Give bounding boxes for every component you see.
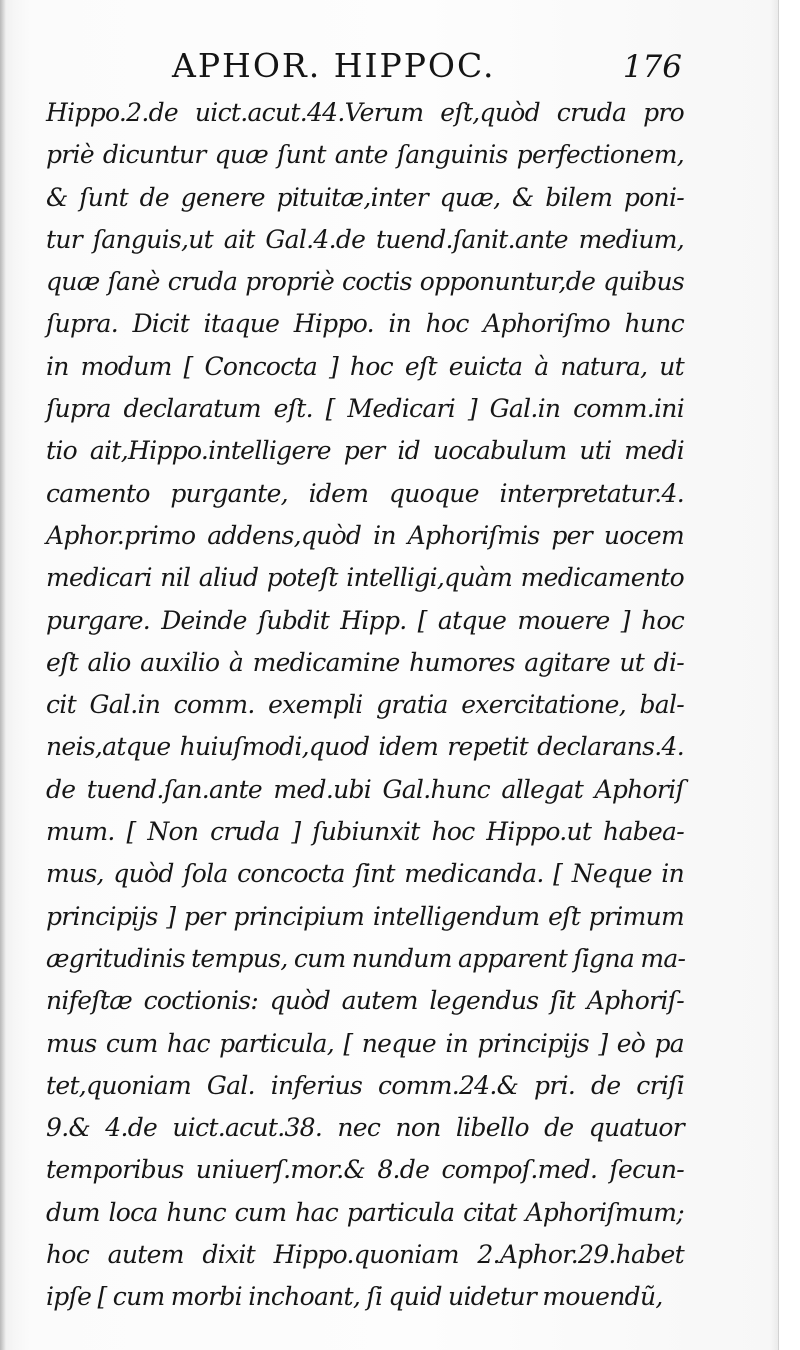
text-line: purgare. Deinde ſubdit Hipp. [ atque mouere ] hoc [46,605,684,635]
text-line: ſupra. Dicit itaque Hippo. in hoc Aphoriſmo hunc [46,309,684,339]
text-line: mus, quòd ſola concocta ſint medicanda. [ Neque in [46,859,684,889]
text-line: mum. [ Non cruda ] ſubiunxit hoc Hippo.ut habea- [46,817,684,847]
text-line: mus cum hac particula, [ neque in principijs ] eò pa [46,1028,684,1058]
text-line: temporibus uniuerſ.mor.& 8.de compoſ.med. ſecun- [46,1155,684,1185]
text-line: medicari nil aliud poteſt intelligi,quàm medicamento [46,563,684,593]
body-text [46,92,684,1319]
text-line: eſt alio auxilio à medicamine humores agitare ut di- [46,647,684,677]
text-line: & ſunt de genere pituitæ,inter quæ, & bilem poni- [46,182,684,212]
text-line: tio ait,Hippo.intelligere per id uocabulum uti medi [46,436,684,466]
text-line: priè dicuntur quæ ſunt ante ſanguinis perfectionem, [46,140,684,170]
running-head-title: APHOR. HIPPOC. [172,46,496,85]
text-line: de tuend.ſan.ante med.ubi Gal.hunc allegat Aphoriſ [46,774,684,804]
text-line: Aphor.primo addens,quòd in Aphoriſmis per uocem [46,520,684,550]
text-line: hoc autem dixit Hippo.quoniam 2.Aphor.29.habet [46,1240,684,1270]
text-line: neis,atque huiuſmodi,quod idem repetit declarans.4. [46,732,684,762]
text-line: principijs ] per principium intelligendum eſt primum [46,901,684,931]
running-head [172,44,682,88]
text-line: ſupra declaratum eſt. [ Medicari ] Gal.in comm.ini [46,394,684,424]
text-line: camento purgante, idem quoque interpretatur.4. [46,478,684,508]
text-line: in modum [ Concocta ] hoc eſt euicta à natura, ut [46,351,684,381]
text-line: nifeſtæ coctionis: quòd autem legendus ſit Aphoriſ- [46,986,684,1016]
text-line: tur ſanguis,ut ait Gal.4.de tuend.ſanit.ante medium, [46,224,684,254]
text-line: 9.& 4.de uict.acut.38. nec non libello de quatuor [46,1113,684,1143]
gutter-shadow [0,0,6,1350]
text-line: ipſe [ cum morbi inchoant, ſi quid uidetur mouendũ, [46,1282,663,1312]
text-line: quæ ſanè cruda propriè coctis opponuntur,de quibus [46,267,684,297]
text-line: cit Gal.in comm. exempli gratia exercitatione, bal- [46,690,684,720]
text-line: dum loca hunc cum hac particula citat Aphoriſmum; [46,1197,684,1227]
page-number: 176 [622,49,682,85]
text-line: tet,quoniam Gal. inferius comm.24.& pri. de criſi [46,1070,684,1100]
page-right-edge [778,0,800,1350]
text-line: ægritudinis tempus, cum nundum apparent ſigna ma- [46,943,686,973]
text-line: Hippo.2.de uict.acut.44.Verum eſt,quòd cruda pro [46,98,684,127]
